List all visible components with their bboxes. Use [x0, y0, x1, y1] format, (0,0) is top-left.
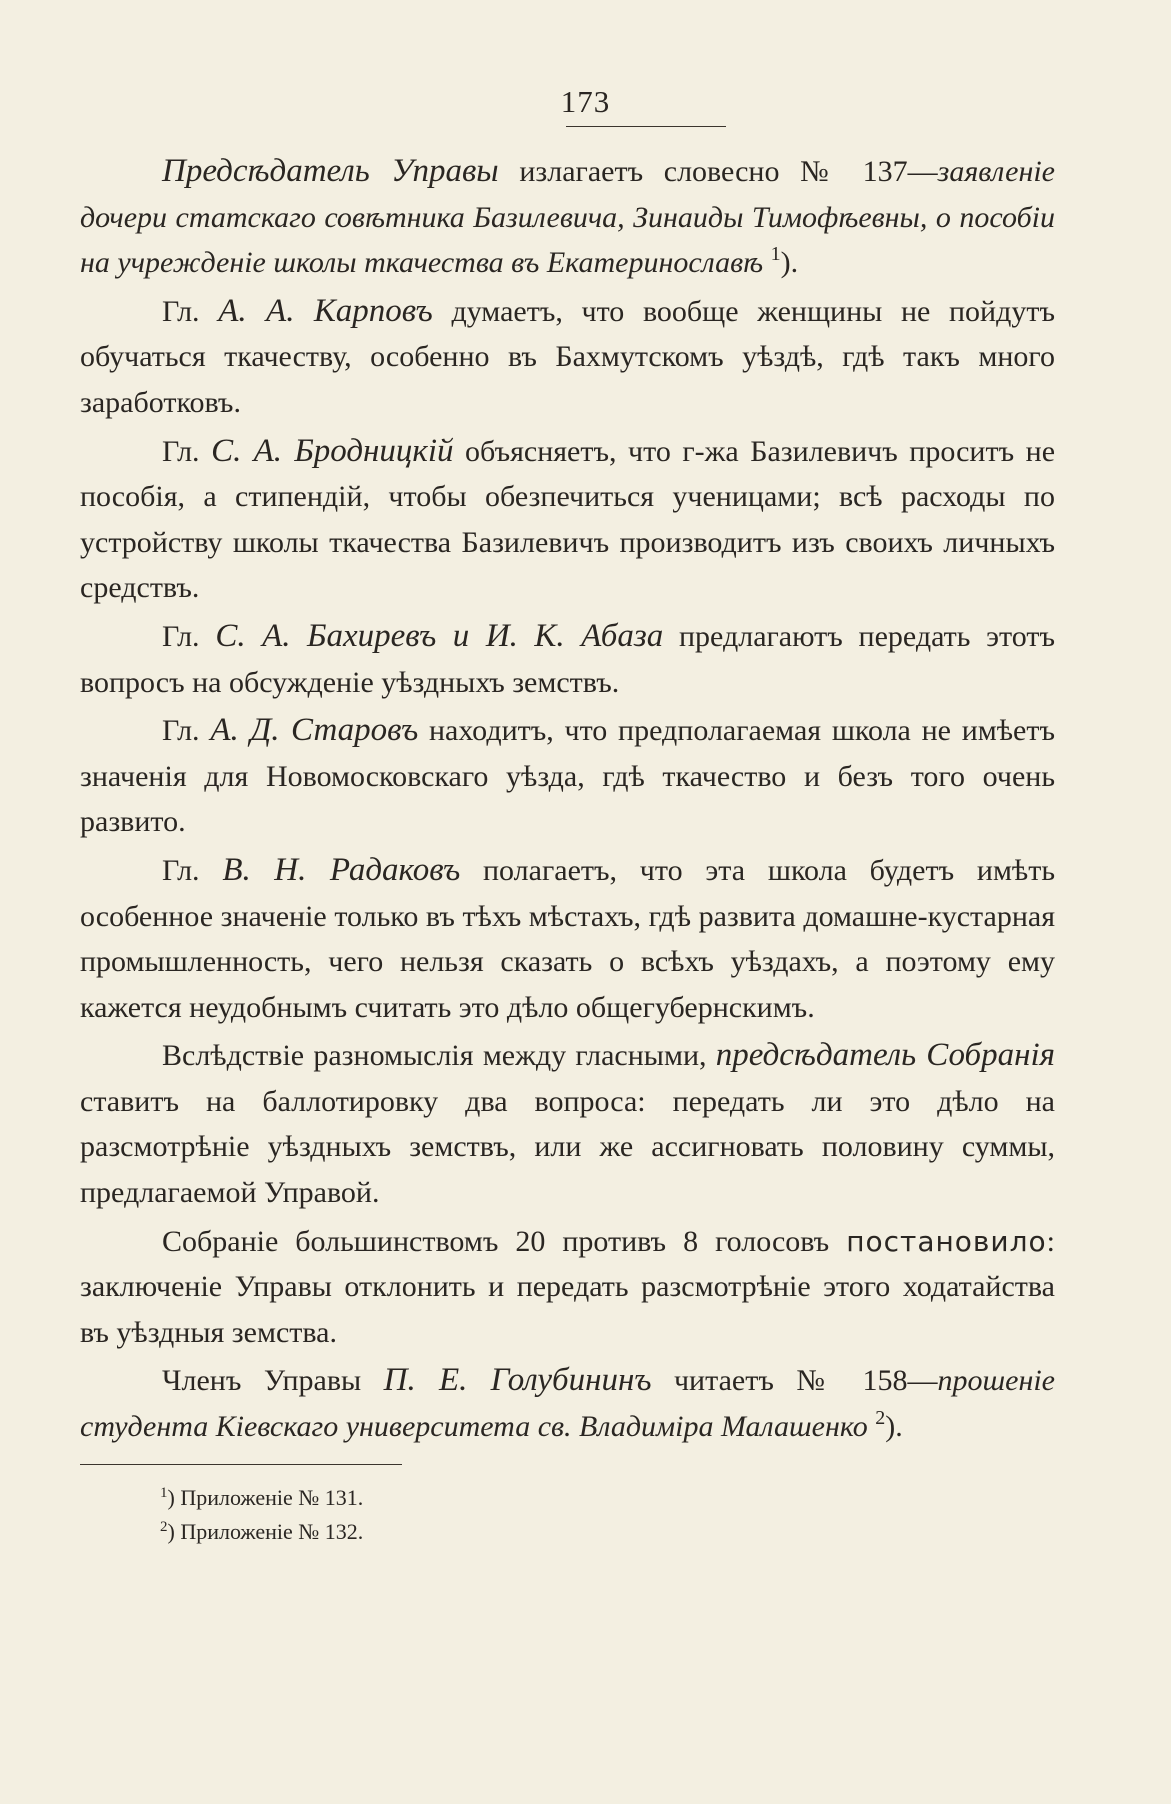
header-divider: [566, 126, 726, 127]
footnote-ref: 1: [770, 243, 781, 266]
speaker-name: А. Д. Старовъ: [210, 712, 419, 749]
paragraph-text: ставитъ на баллотировку два вопроса: передать ли это дѣло на разсмотрѣніе уѣздныхъ земствъ, или же ассигновать половину суммы, предлагаемой Управой.: [80, 1084, 1055, 1210]
footnote-divider: [80, 1464, 402, 1465]
paragraph-text: находитъ, что предполагаемая школа не имѣетъ значенія для Новомосковскаго уѣзда, гдѣ ткачество и безъ того очень развито.: [80, 714, 1055, 839]
footnotes: [80, 1481, 1055, 1549]
paragraph-text: читаетъ № 158—: [651, 1364, 938, 1398]
footnote-2: [160, 1515, 1055, 1549]
paragraph-6: [80, 848, 1055, 1030]
footnote-text: ) Приложеніе № 131.: [167, 1484, 364, 1510]
speaker-name: С. А. Бахиревъ и И. К. Абаза: [215, 617, 664, 654]
paragraph-7: [80, 1033, 1055, 1215]
document-title: прошеніе студента Кіевскаго университета св. Владиміра Малашенко: [80, 1364, 1055, 1444]
paragraph-text: полагаетъ, что эта школа будетъ имѣть особенное значеніе только въ тѣхъ мѣстахъ, гдѣ развита домашне-кустарная промышленность, чего нельзя сказать о всѣхъ уѣздахъ, а поэтому ему кажется неудобнымъ считать это дѣло общегубернскимъ.: [80, 853, 1056, 1024]
body-text: [80, 149, 1055, 1450]
paragraph-4: [80, 614, 1055, 705]
speaker-name: предсѣдатель Собранія: [715, 1037, 1055, 1074]
paragraph-text: ).: [885, 1410, 903, 1444]
footnote-mark: 1: [160, 1484, 168, 1501]
footnote-ref: 2: [875, 1407, 886, 1430]
prefix: Гл.: [162, 434, 212, 468]
speaker-name: В. Н. Радаковъ: [222, 851, 461, 888]
resolution-word: постановило: [846, 1224, 1047, 1258]
paragraph-text: Членъ Управы: [162, 1364, 384, 1398]
paragraph-2: [80, 289, 1055, 426]
paragraph-text: предлагаютъ передать этотъ вопросъ на обсужденіе уѣздныхъ земствъ.: [80, 619, 1055, 699]
footnote-mark: 2: [160, 1518, 168, 1535]
paragraph-8: [80, 1219, 1055, 1356]
speaker-name: П. Е. Голубининъ: [383, 1362, 652, 1399]
prefix: Гл.: [162, 619, 216, 653]
footnote-text: ) Приложеніе № 132.: [167, 1518, 364, 1544]
speaker-name: Предсѣдатель Управы: [162, 153, 499, 189]
paragraph-text: излагаетъ словесно № 137—: [498, 155, 938, 188]
paragraph-text: Вслѣдствіе разномыслія между гласными,: [162, 1039, 716, 1073]
speaker-name: С. А. Бродницкій: [211, 432, 454, 469]
document-title: заявленіе дочери статскаго совѣтника Базилевича, Зинаиды Тимофѣевны, о пособіи на учрежденіе школы ткачества въ Екатеринославѣ: [80, 155, 1055, 280]
paragraph-1: [80, 149, 1055, 286]
paragraph-3: [80, 429, 1055, 611]
prefix: Гл.: [162, 714, 211, 748]
page-number: 173: [560, 84, 611, 119]
footnote-1: [160, 1481, 1055, 1515]
paragraph-9: [80, 1358, 1055, 1449]
paragraph-text: Собраніе большинствомъ 20 противъ 8 голосовъ: [162, 1224, 847, 1258]
paragraph-text: : заключеніе Управы отклонить и передать разсмотрѣніе этого ходатайства въ уѣздныя земства.: [80, 1224, 1055, 1349]
speaker-name: А. А. Карповъ: [218, 292, 433, 329]
prefix: Гл.: [162, 853, 223, 887]
paragraph-text: думаетъ, что вообще женщины не пойдутъ обучаться ткачеству, особенно въ Бахмутскомъ уѣздѣ, гдѣ такъ много заработковъ.: [80, 294, 1055, 419]
prefix: Гл.: [162, 294, 219, 328]
paragraph-text: объясняетъ, что г-жа Базилевичъ проситъ не пособія, а стипендій, чтобы обезпечиться ученицами; всѣ расходы по устройству школы ткачества Базилевичъ производитъ изъ своихъ личныхъ средствъ.: [80, 434, 1056, 605]
paragraph-text: ).: [780, 246, 799, 280]
paragraph-5: [80, 708, 1055, 845]
